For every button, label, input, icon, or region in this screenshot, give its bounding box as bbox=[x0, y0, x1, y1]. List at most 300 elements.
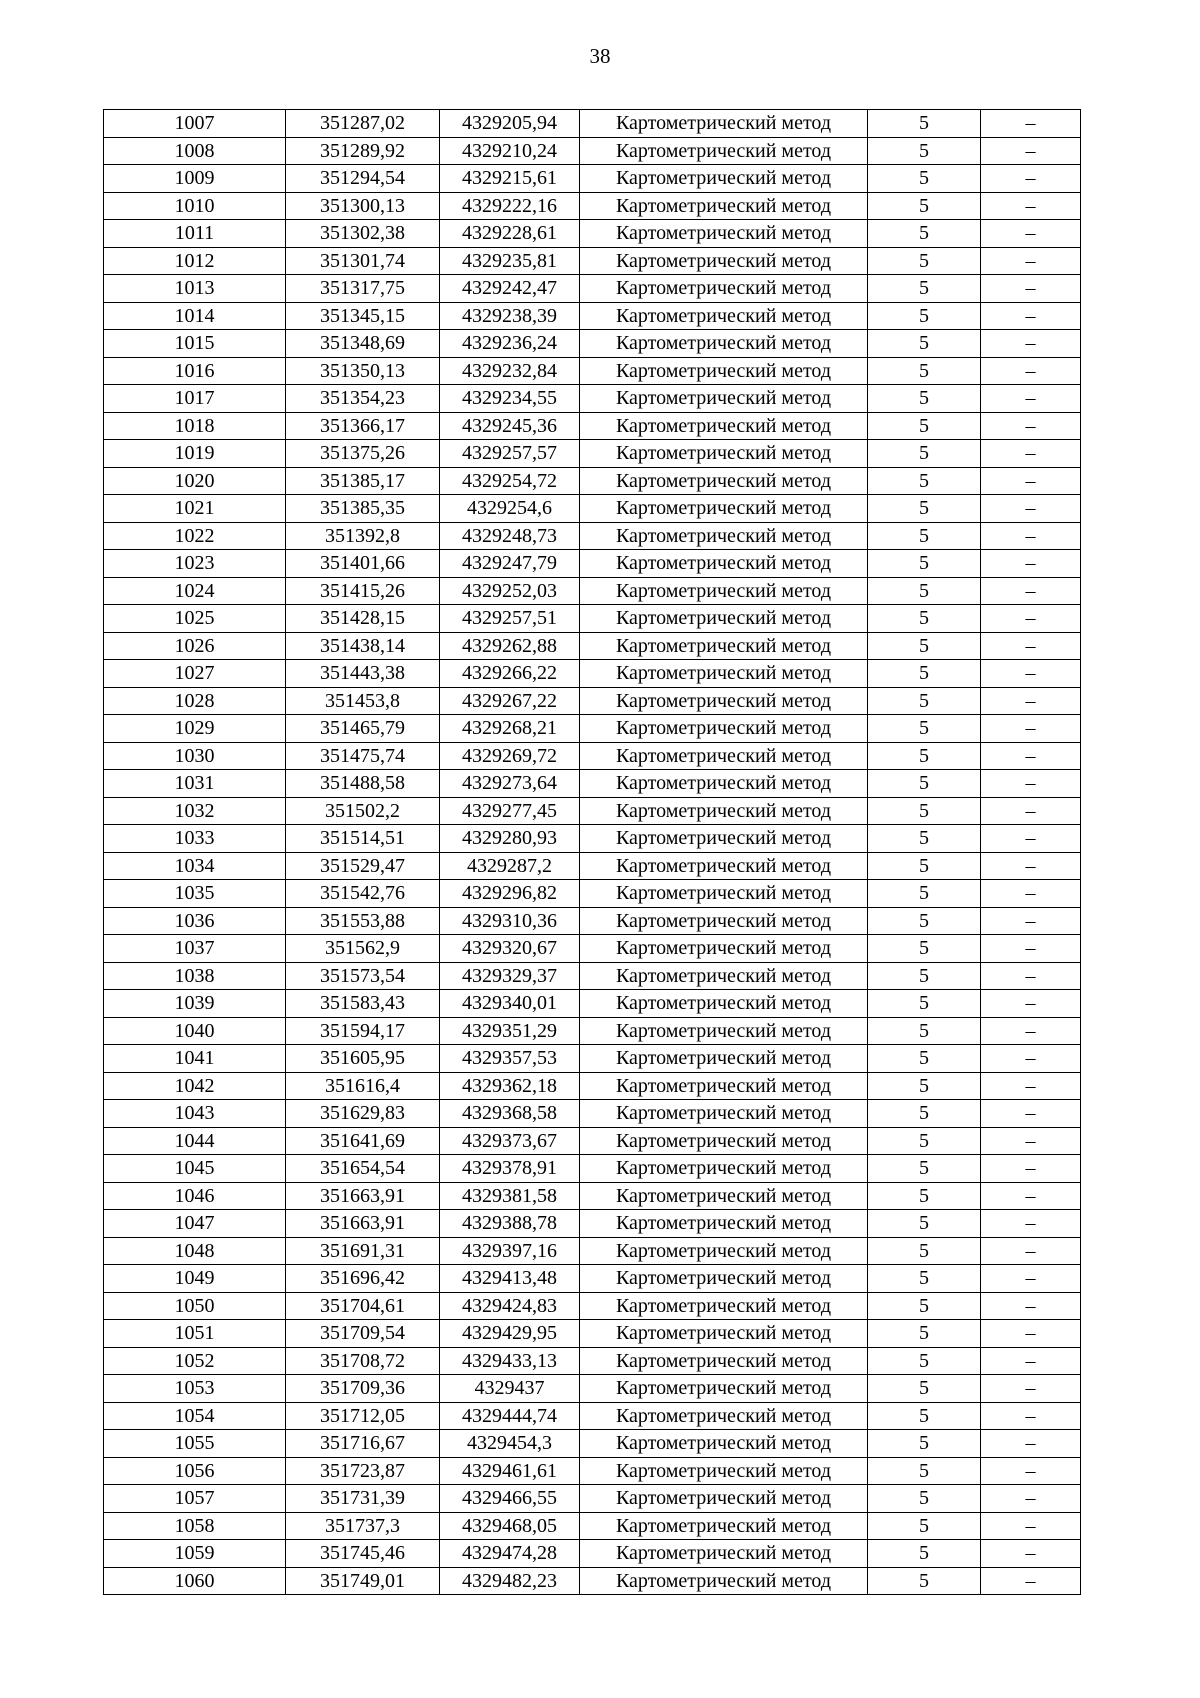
extra-cell: – bbox=[981, 1540, 1081, 1568]
method-cell: Картометрический метод bbox=[580, 1100, 868, 1128]
extra-cell: – bbox=[981, 687, 1081, 715]
method-cell: Картометрический метод bbox=[580, 550, 868, 578]
accuracy-cell: 5 bbox=[868, 247, 981, 275]
accuracy-cell: 5 bbox=[868, 1457, 981, 1485]
extra-cell: – bbox=[981, 1182, 1081, 1210]
accuracy-cell: 5 bbox=[868, 110, 981, 138]
method-cell: Картометрический метод bbox=[580, 192, 868, 220]
y-coordinate-cell: 4329461,61 bbox=[440, 1457, 580, 1485]
extra-cell: – bbox=[981, 935, 1081, 963]
x-coordinate-cell: 351529,47 bbox=[286, 852, 440, 880]
x-coordinate-cell: 351401,66 bbox=[286, 550, 440, 578]
extra-cell: – bbox=[981, 1100, 1081, 1128]
method-cell: Картометрический метод bbox=[580, 1375, 868, 1403]
accuracy-cell: 5 bbox=[868, 852, 981, 880]
method-cell: Картометрический метод bbox=[580, 1072, 868, 1100]
extra-cell: – bbox=[981, 605, 1081, 633]
table-row bbox=[104, 220, 1081, 248]
accuracy-cell: 5 bbox=[868, 467, 981, 495]
extra-cell: – bbox=[981, 1072, 1081, 1100]
point-number-cell: 1031 bbox=[104, 770, 286, 798]
extra-cell: – bbox=[981, 330, 1081, 358]
method-cell: Картометрический метод bbox=[580, 1155, 868, 1183]
x-coordinate-cell: 351289,92 bbox=[286, 137, 440, 165]
method-cell: Картометрический метод bbox=[580, 1017, 868, 1045]
method-cell: Картометрический метод bbox=[580, 632, 868, 660]
y-coordinate-cell: 4329482,23 bbox=[440, 1567, 580, 1595]
x-coordinate-cell: 351542,76 bbox=[286, 880, 440, 908]
point-number-cell: 1044 bbox=[104, 1127, 286, 1155]
accuracy-cell: 5 bbox=[868, 302, 981, 330]
y-coordinate-cell: 4329257,51 bbox=[440, 605, 580, 633]
accuracy-cell: 5 bbox=[868, 770, 981, 798]
method-cell: Картометрический метод bbox=[580, 522, 868, 550]
x-coordinate-cell: 351691,31 bbox=[286, 1237, 440, 1265]
accuracy-cell: 5 bbox=[868, 1375, 981, 1403]
y-coordinate-cell: 4329267,22 bbox=[440, 687, 580, 715]
method-cell: Картометрический метод bbox=[580, 385, 868, 413]
x-coordinate-cell: 351573,54 bbox=[286, 962, 440, 990]
extra-cell: – bbox=[981, 1155, 1081, 1183]
x-coordinate-cell: 351453,8 bbox=[286, 687, 440, 715]
point-number-cell: 1060 bbox=[104, 1567, 286, 1595]
extra-cell: – bbox=[981, 275, 1081, 303]
x-coordinate-cell: 351300,13 bbox=[286, 192, 440, 220]
accuracy-cell: 5 bbox=[868, 632, 981, 660]
table-row bbox=[104, 907, 1081, 935]
method-cell: Картометрический метод bbox=[580, 1265, 868, 1293]
point-number-cell: 1014 bbox=[104, 302, 286, 330]
extra-cell: – bbox=[981, 1567, 1081, 1595]
method-cell: Картометрический метод bbox=[580, 660, 868, 688]
point-number-cell: 1022 bbox=[104, 522, 286, 550]
point-number-cell: 1028 bbox=[104, 687, 286, 715]
extra-cell: – bbox=[981, 192, 1081, 220]
y-coordinate-cell: 4329222,16 bbox=[440, 192, 580, 220]
table-row bbox=[104, 1485, 1081, 1513]
point-number-cell: 1040 bbox=[104, 1017, 286, 1045]
point-number-cell: 1056 bbox=[104, 1457, 286, 1485]
y-coordinate-cell: 4329424,83 bbox=[440, 1292, 580, 1320]
extra-cell: – bbox=[981, 962, 1081, 990]
method-cell: Картометрический метод bbox=[580, 275, 868, 303]
y-coordinate-cell: 4329266,22 bbox=[440, 660, 580, 688]
y-coordinate-cell: 4329242,47 bbox=[440, 275, 580, 303]
accuracy-cell: 5 bbox=[868, 1540, 981, 1568]
point-number-cell: 1047 bbox=[104, 1210, 286, 1238]
table-row bbox=[104, 715, 1081, 743]
table-row bbox=[104, 412, 1081, 440]
extra-cell: – bbox=[981, 632, 1081, 660]
x-coordinate-cell: 351731,39 bbox=[286, 1485, 440, 1513]
method-cell: Картометрический метод bbox=[580, 1485, 868, 1513]
x-coordinate-cell: 351375,26 bbox=[286, 440, 440, 468]
accuracy-cell: 5 bbox=[868, 660, 981, 688]
point-number-cell: 1013 bbox=[104, 275, 286, 303]
point-number-cell: 1058 bbox=[104, 1512, 286, 1540]
method-cell: Картометрический метод bbox=[580, 605, 868, 633]
table-row bbox=[104, 1265, 1081, 1293]
x-coordinate-cell: 351605,95 bbox=[286, 1045, 440, 1073]
table-row bbox=[104, 1210, 1081, 1238]
method-cell: Картометрический метод bbox=[580, 797, 868, 825]
point-number-cell: 1025 bbox=[104, 605, 286, 633]
y-coordinate-cell: 4329235,81 bbox=[440, 247, 580, 275]
method-cell: Картометрический метод bbox=[580, 742, 868, 770]
x-coordinate-cell: 351502,2 bbox=[286, 797, 440, 825]
x-coordinate-cell: 351696,42 bbox=[286, 1265, 440, 1293]
method-cell: Картометрический метод bbox=[580, 935, 868, 963]
point-number-cell: 1052 bbox=[104, 1347, 286, 1375]
point-number-cell: 1048 bbox=[104, 1237, 286, 1265]
method-cell: Картометрический метод bbox=[580, 577, 868, 605]
extra-cell: – bbox=[981, 357, 1081, 385]
extra-cell: – bbox=[981, 495, 1081, 523]
x-coordinate-cell: 351488,58 bbox=[286, 770, 440, 798]
method-cell: Картометрический метод bbox=[580, 357, 868, 385]
y-coordinate-cell: 4329340,01 bbox=[440, 990, 580, 1018]
table-row bbox=[104, 1347, 1081, 1375]
y-coordinate-cell: 4329287,2 bbox=[440, 852, 580, 880]
y-coordinate-cell: 4329388,78 bbox=[440, 1210, 580, 1238]
x-coordinate-cell: 351514,51 bbox=[286, 825, 440, 853]
y-coordinate-cell: 4329466,55 bbox=[440, 1485, 580, 1513]
point-number-cell: 1051 bbox=[104, 1320, 286, 1348]
x-coordinate-cell: 351641,69 bbox=[286, 1127, 440, 1155]
extra-cell: – bbox=[981, 770, 1081, 798]
table-row bbox=[104, 1182, 1081, 1210]
table-row bbox=[104, 467, 1081, 495]
y-coordinate-cell: 4329357,53 bbox=[440, 1045, 580, 1073]
point-number-cell: 1027 bbox=[104, 660, 286, 688]
method-cell: Картометрический метод bbox=[580, 1045, 868, 1073]
extra-cell: – bbox=[981, 1017, 1081, 1045]
extra-cell: – bbox=[981, 907, 1081, 935]
accuracy-cell: 5 bbox=[868, 357, 981, 385]
y-coordinate-cell: 4329257,57 bbox=[440, 440, 580, 468]
point-number-cell: 1019 bbox=[104, 440, 286, 468]
accuracy-cell: 5 bbox=[868, 715, 981, 743]
accuracy-cell: 5 bbox=[868, 1430, 981, 1458]
x-coordinate-cell: 351562,9 bbox=[286, 935, 440, 963]
table-row bbox=[104, 770, 1081, 798]
table-row bbox=[104, 165, 1081, 193]
x-coordinate-cell: 351709,54 bbox=[286, 1320, 440, 1348]
x-coordinate-cell: 351583,43 bbox=[286, 990, 440, 1018]
accuracy-cell: 5 bbox=[868, 440, 981, 468]
table-row bbox=[104, 1127, 1081, 1155]
x-coordinate-cell: 351716,67 bbox=[286, 1430, 440, 1458]
y-coordinate-cell: 4329280,93 bbox=[440, 825, 580, 853]
point-number-cell: 1046 bbox=[104, 1182, 286, 1210]
y-coordinate-cell: 4329474,28 bbox=[440, 1540, 580, 1568]
point-number-cell: 1038 bbox=[104, 962, 286, 990]
point-number-cell: 1057 bbox=[104, 1485, 286, 1513]
table-row bbox=[104, 302, 1081, 330]
method-cell: Картометрический метод bbox=[580, 852, 868, 880]
x-coordinate-cell: 351301,74 bbox=[286, 247, 440, 275]
point-number-cell: 1024 bbox=[104, 577, 286, 605]
method-cell: Картометрический метод bbox=[580, 687, 868, 715]
extra-cell: – bbox=[981, 990, 1081, 1018]
table-row bbox=[104, 852, 1081, 880]
accuracy-cell: 5 bbox=[868, 1182, 981, 1210]
table-row bbox=[104, 1017, 1081, 1045]
extra-cell: – bbox=[981, 1320, 1081, 1348]
x-coordinate-cell: 351443,38 bbox=[286, 660, 440, 688]
method-cell: Картометрический метод bbox=[580, 165, 868, 193]
point-number-cell: 1032 bbox=[104, 797, 286, 825]
extra-cell: – bbox=[981, 467, 1081, 495]
extra-cell: – bbox=[981, 577, 1081, 605]
y-coordinate-cell: 4329381,58 bbox=[440, 1182, 580, 1210]
table-row bbox=[104, 962, 1081, 990]
accuracy-cell: 5 bbox=[868, 137, 981, 165]
point-number-cell: 1023 bbox=[104, 550, 286, 578]
extra-cell: – bbox=[981, 715, 1081, 743]
y-coordinate-cell: 4329232,84 bbox=[440, 357, 580, 385]
y-coordinate-cell: 4329236,24 bbox=[440, 330, 580, 358]
x-coordinate-cell: 351475,74 bbox=[286, 742, 440, 770]
accuracy-cell: 5 bbox=[868, 1320, 981, 1348]
table-row bbox=[104, 110, 1081, 138]
point-number-cell: 1029 bbox=[104, 715, 286, 743]
x-coordinate-cell: 351712,05 bbox=[286, 1402, 440, 1430]
extra-cell: – bbox=[981, 660, 1081, 688]
y-coordinate-cell: 4329277,45 bbox=[440, 797, 580, 825]
point-number-cell: 1059 bbox=[104, 1540, 286, 1568]
point-number-cell: 1011 bbox=[104, 220, 286, 248]
point-number-cell: 1009 bbox=[104, 165, 286, 193]
x-coordinate-cell: 351345,15 bbox=[286, 302, 440, 330]
table-row bbox=[104, 1155, 1081, 1183]
extra-cell: – bbox=[981, 797, 1081, 825]
accuracy-cell: 5 bbox=[868, 797, 981, 825]
table-row bbox=[104, 550, 1081, 578]
x-coordinate-cell: 351723,87 bbox=[286, 1457, 440, 1485]
method-cell: Картометрический метод bbox=[580, 990, 868, 1018]
y-coordinate-cell: 4329362,18 bbox=[440, 1072, 580, 1100]
x-coordinate-cell: 351709,36 bbox=[286, 1375, 440, 1403]
x-coordinate-cell: 351629,83 bbox=[286, 1100, 440, 1128]
x-coordinate-cell: 351663,91 bbox=[286, 1210, 440, 1238]
point-number-cell: 1010 bbox=[104, 192, 286, 220]
extra-cell: – bbox=[981, 110, 1081, 138]
accuracy-cell: 5 bbox=[868, 522, 981, 550]
method-cell: Картометрический метод bbox=[580, 330, 868, 358]
accuracy-cell: 5 bbox=[868, 1100, 981, 1128]
point-number-cell: 1039 bbox=[104, 990, 286, 1018]
method-cell: Картометрический метод bbox=[580, 1540, 868, 1568]
point-number-cell: 1045 bbox=[104, 1155, 286, 1183]
extra-cell: – bbox=[981, 1265, 1081, 1293]
point-number-cell: 1034 bbox=[104, 852, 286, 880]
method-cell: Картометрический метод bbox=[580, 110, 868, 138]
extra-cell: – bbox=[981, 385, 1081, 413]
x-coordinate-cell: 351354,23 bbox=[286, 385, 440, 413]
extra-cell: – bbox=[981, 852, 1081, 880]
y-coordinate-cell: 4329310,36 bbox=[440, 907, 580, 935]
point-number-cell: 1050 bbox=[104, 1292, 286, 1320]
method-cell: Картометрический метод bbox=[580, 1182, 868, 1210]
y-coordinate-cell: 4329368,58 bbox=[440, 1100, 580, 1128]
extra-cell: – bbox=[981, 522, 1081, 550]
accuracy-cell: 5 bbox=[868, 330, 981, 358]
method-cell: Картометрический метод bbox=[580, 495, 868, 523]
extra-cell: – bbox=[981, 825, 1081, 853]
extra-cell: – bbox=[981, 1127, 1081, 1155]
y-coordinate-cell: 4329248,73 bbox=[440, 522, 580, 550]
y-coordinate-cell: 4329262,88 bbox=[440, 632, 580, 660]
y-coordinate-cell: 4329234,55 bbox=[440, 385, 580, 413]
point-number-cell: 1041 bbox=[104, 1045, 286, 1073]
accuracy-cell: 5 bbox=[868, 935, 981, 963]
accuracy-cell: 5 bbox=[868, 605, 981, 633]
method-cell: Картометрический метод bbox=[580, 962, 868, 990]
table-row bbox=[104, 935, 1081, 963]
point-number-cell: 1036 bbox=[104, 907, 286, 935]
accuracy-cell: 5 bbox=[868, 495, 981, 523]
accuracy-cell: 5 bbox=[868, 687, 981, 715]
accuracy-cell: 5 bbox=[868, 907, 981, 935]
method-cell: Картометрический метод bbox=[580, 1210, 868, 1238]
method-cell: Картометрический метод bbox=[580, 1457, 868, 1485]
y-coordinate-cell: 4329254,6 bbox=[440, 495, 580, 523]
table-row bbox=[104, 1375, 1081, 1403]
table-row bbox=[104, 247, 1081, 275]
x-coordinate-cell: 351317,75 bbox=[286, 275, 440, 303]
accuracy-cell: 5 bbox=[868, 1127, 981, 1155]
point-number-cell: 1015 bbox=[104, 330, 286, 358]
method-cell: Картометрический метод bbox=[580, 1347, 868, 1375]
page-number: 38 bbox=[589, 44, 611, 68]
extra-cell: – bbox=[981, 742, 1081, 770]
x-coordinate-cell: 351749,01 bbox=[286, 1567, 440, 1595]
extra-cell: – bbox=[981, 1485, 1081, 1513]
table-row bbox=[104, 632, 1081, 660]
extra-cell: – bbox=[981, 412, 1081, 440]
extra-cell: – bbox=[981, 165, 1081, 193]
table-row bbox=[104, 1292, 1081, 1320]
accuracy-cell: 5 bbox=[868, 742, 981, 770]
method-cell: Картометрический метод bbox=[580, 440, 868, 468]
table-row bbox=[104, 1402, 1081, 1430]
point-number-cell: 1021 bbox=[104, 495, 286, 523]
x-coordinate-cell: 351663,91 bbox=[286, 1182, 440, 1210]
y-coordinate-cell: 4329397,16 bbox=[440, 1237, 580, 1265]
extra-cell: – bbox=[981, 550, 1081, 578]
method-cell: Картометрический метод bbox=[580, 137, 868, 165]
x-coordinate-cell: 351745,46 bbox=[286, 1540, 440, 1568]
y-coordinate-cell: 4329215,61 bbox=[440, 165, 580, 193]
y-coordinate-cell: 4329429,95 bbox=[440, 1320, 580, 1348]
table-row bbox=[104, 825, 1081, 853]
y-coordinate-cell: 4329210,24 bbox=[440, 137, 580, 165]
accuracy-cell: 5 bbox=[868, 1017, 981, 1045]
point-number-cell: 1053 bbox=[104, 1375, 286, 1403]
table-row bbox=[104, 742, 1081, 770]
point-number-cell: 1012 bbox=[104, 247, 286, 275]
y-coordinate-cell: 4329245,36 bbox=[440, 412, 580, 440]
y-coordinate-cell: 4329437 bbox=[440, 1375, 580, 1403]
accuracy-cell: 5 bbox=[868, 1237, 981, 1265]
accuracy-cell: 5 bbox=[868, 550, 981, 578]
table-row bbox=[104, 1567, 1081, 1595]
method-cell: Картометрический метод bbox=[580, 302, 868, 330]
method-cell: Картометрический метод bbox=[580, 1430, 868, 1458]
extra-cell: – bbox=[981, 1457, 1081, 1485]
extra-cell: – bbox=[981, 1347, 1081, 1375]
x-coordinate-cell: 351428,15 bbox=[286, 605, 440, 633]
x-coordinate-cell: 351348,69 bbox=[286, 330, 440, 358]
accuracy-cell: 5 bbox=[868, 385, 981, 413]
accuracy-cell: 5 bbox=[868, 192, 981, 220]
extra-cell: – bbox=[981, 1375, 1081, 1403]
x-coordinate-cell: 351438,14 bbox=[286, 632, 440, 660]
point-number-cell: 1020 bbox=[104, 467, 286, 495]
x-coordinate-cell: 351350,13 bbox=[286, 357, 440, 385]
coordinates-table bbox=[103, 109, 1081, 1595]
method-cell: Картометрический метод bbox=[580, 825, 868, 853]
extra-cell: – bbox=[981, 220, 1081, 248]
y-coordinate-cell: 4329205,94 bbox=[440, 110, 580, 138]
method-cell: Картометрический метод bbox=[580, 1512, 868, 1540]
accuracy-cell: 5 bbox=[868, 1045, 981, 1073]
accuracy-cell: 5 bbox=[868, 880, 981, 908]
x-coordinate-cell: 351654,54 bbox=[286, 1155, 440, 1183]
table-row bbox=[104, 990, 1081, 1018]
x-coordinate-cell: 351385,17 bbox=[286, 467, 440, 495]
y-coordinate-cell: 4329252,03 bbox=[440, 577, 580, 605]
point-number-cell: 1042 bbox=[104, 1072, 286, 1100]
accuracy-cell: 5 bbox=[868, 1512, 981, 1540]
point-number-cell: 1037 bbox=[104, 935, 286, 963]
method-cell: Картометрический метод bbox=[580, 907, 868, 935]
point-number-cell: 1043 bbox=[104, 1100, 286, 1128]
method-cell: Картометрический метод bbox=[580, 412, 868, 440]
table-row bbox=[104, 1430, 1081, 1458]
method-cell: Картометрический метод bbox=[580, 1237, 868, 1265]
method-cell: Картометрический метод bbox=[580, 247, 868, 275]
accuracy-cell: 5 bbox=[868, 220, 981, 248]
point-number-cell: 1007 bbox=[104, 110, 286, 138]
x-coordinate-cell: 351415,26 bbox=[286, 577, 440, 605]
table-row bbox=[104, 1457, 1081, 1485]
x-coordinate-cell: 351392,8 bbox=[286, 522, 440, 550]
y-coordinate-cell: 4329413,48 bbox=[440, 1265, 580, 1293]
table-row bbox=[104, 275, 1081, 303]
x-coordinate-cell: 351366,17 bbox=[286, 412, 440, 440]
accuracy-cell: 5 bbox=[868, 1072, 981, 1100]
y-coordinate-cell: 4329228,61 bbox=[440, 220, 580, 248]
table-row bbox=[104, 660, 1081, 688]
x-coordinate-cell: 351594,17 bbox=[286, 1017, 440, 1045]
y-coordinate-cell: 4329269,72 bbox=[440, 742, 580, 770]
y-coordinate-cell: 4329468,05 bbox=[440, 1512, 580, 1540]
point-number-cell: 1049 bbox=[104, 1265, 286, 1293]
point-number-cell: 1018 bbox=[104, 412, 286, 440]
extra-cell: – bbox=[981, 1210, 1081, 1238]
accuracy-cell: 5 bbox=[868, 1402, 981, 1430]
x-coordinate-cell: 351302,38 bbox=[286, 220, 440, 248]
extra-cell: – bbox=[981, 302, 1081, 330]
extra-cell: – bbox=[981, 880, 1081, 908]
table-row bbox=[104, 522, 1081, 550]
table-row bbox=[104, 687, 1081, 715]
table-row bbox=[104, 1100, 1081, 1128]
y-coordinate-cell: 4329373,67 bbox=[440, 1127, 580, 1155]
method-cell: Картометрический метод bbox=[580, 1127, 868, 1155]
